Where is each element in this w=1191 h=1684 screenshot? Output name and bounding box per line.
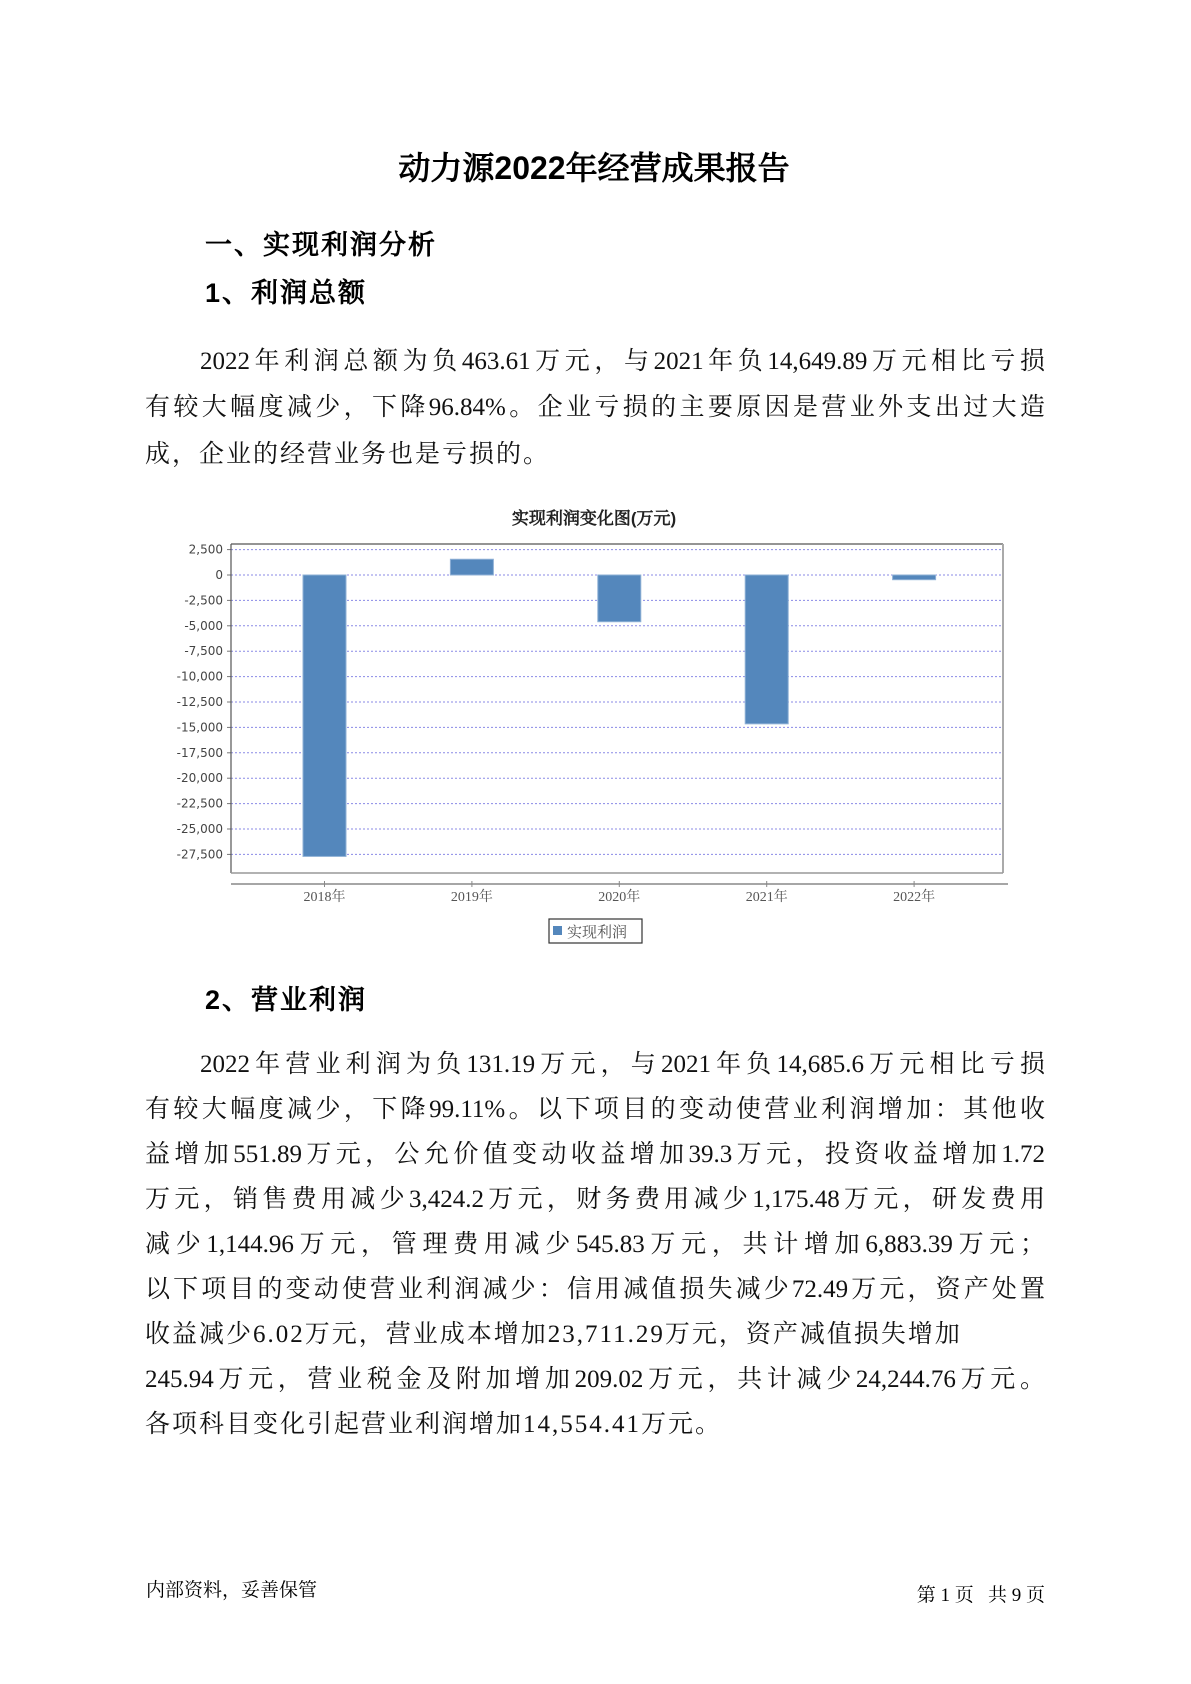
chart-title: 实现利润变化图(万元) <box>511 509 677 528</box>
y-tick-label: -20,000 <box>176 771 223 786</box>
paragraph-line: 以下项目的变动使营业利润减少：信用减值损失减少72.49万元，资产处置 <box>145 1276 1045 1303</box>
bar-2018 <box>303 575 346 856</box>
legend-label: 实现利润 <box>567 925 628 941</box>
section-heading-profit-analysis: 一、实现利润分析 <box>205 230 437 260</box>
bar-2019 <box>450 559 493 575</box>
bar-chart-svg <box>140 495 1040 955</box>
y-tick-label: -25,000 <box>176 822 223 837</box>
bar-2020 <box>598 575 641 622</box>
y-tick-label: 0 <box>215 567 223 582</box>
paragraph-line: 2022年营业利润为负131.19万元，与2021年负14,685.6万元相比亏损 <box>200 1051 1045 1078</box>
x-tick-label: 2018年 <box>303 890 346 905</box>
paragraph-line: 成，企业的经营业务也是亏损的。 <box>145 441 551 468</box>
y-tick-label: -12,500 <box>176 694 223 709</box>
footer-confidential-note: 内部资料，妥善保管 <box>146 1580 318 1601</box>
y-tick-label: -15,000 <box>176 720 223 735</box>
x-tick-label: 2021年 <box>745 890 788 905</box>
report-title: 动力源2022年经营成果报告 <box>398 150 790 186</box>
profit-change-chart <box>140 495 1040 955</box>
paragraph-line: 有较大幅度减少，下降99.11%。以下项目的变动使营业利润增加：其他收 <box>145 1096 1045 1123</box>
paragraph-line: 245.94万元，营业税金及附加增加209.02万元，共计减少24,244.76万元。 <box>145 1366 1045 1393</box>
y-tick-label: -27,500 <box>176 847 223 862</box>
y-tick-label: -5,000 <box>184 618 223 633</box>
paragraph-line: 万元，销售费用减少3,424.2万元，财务费用减少1,175.48万元，研发费用 <box>145 1186 1045 1213</box>
paragraph-line: 各项科目变化引起营业利润增加14,554.41万元。 <box>145 1411 723 1438</box>
bar-2022 <box>893 575 936 580</box>
paragraph-line: 收益减少6.02万元，营业成本增加23,711.29万元，资产减值损失增加 <box>145 1321 962 1348</box>
subsection-heading-total-profit: 1、利润总额 <box>205 278 368 308</box>
y-tick-label: -7,500 <box>184 644 223 659</box>
y-tick-label: 2,500 <box>188 542 223 557</box>
paragraph-line: 2022年利润总额为负463.61万元，与2021年负14,649.89万元相比亏损 <box>200 348 1045 375</box>
subsection-heading-operating-profit: 2、营业利润 <box>205 985 368 1015</box>
legend-swatch <box>553 926 562 935</box>
y-tick-label: -22,500 <box>176 796 223 811</box>
paragraph-line: 有较大幅度减少，下降96.84%。企业亏损的主要原因是营业外支出过大造 <box>145 394 1045 421</box>
footer-page-number: 第 1 页 共 9 页 <box>916 1585 1045 1606</box>
paragraph-line: 益增加551.89万元，公允价值变动收益增加39.3万元，投资收益增加1.72 <box>145 1141 1045 1168</box>
x-tick-label: 2019年 <box>450 890 493 905</box>
y-tick-label: -10,000 <box>176 669 223 684</box>
y-tick-label: -17,500 <box>176 745 223 760</box>
y-tick-label: -2,500 <box>184 593 223 608</box>
paragraph-line: 减少1,144.96万元，管理费用减少545.83万元，共计增加6,883.39万元； <box>145 1231 1045 1258</box>
x-tick-label: 2020年 <box>598 890 641 905</box>
bar-2021 <box>745 575 788 724</box>
x-tick-label: 2022年 <box>893 890 936 905</box>
